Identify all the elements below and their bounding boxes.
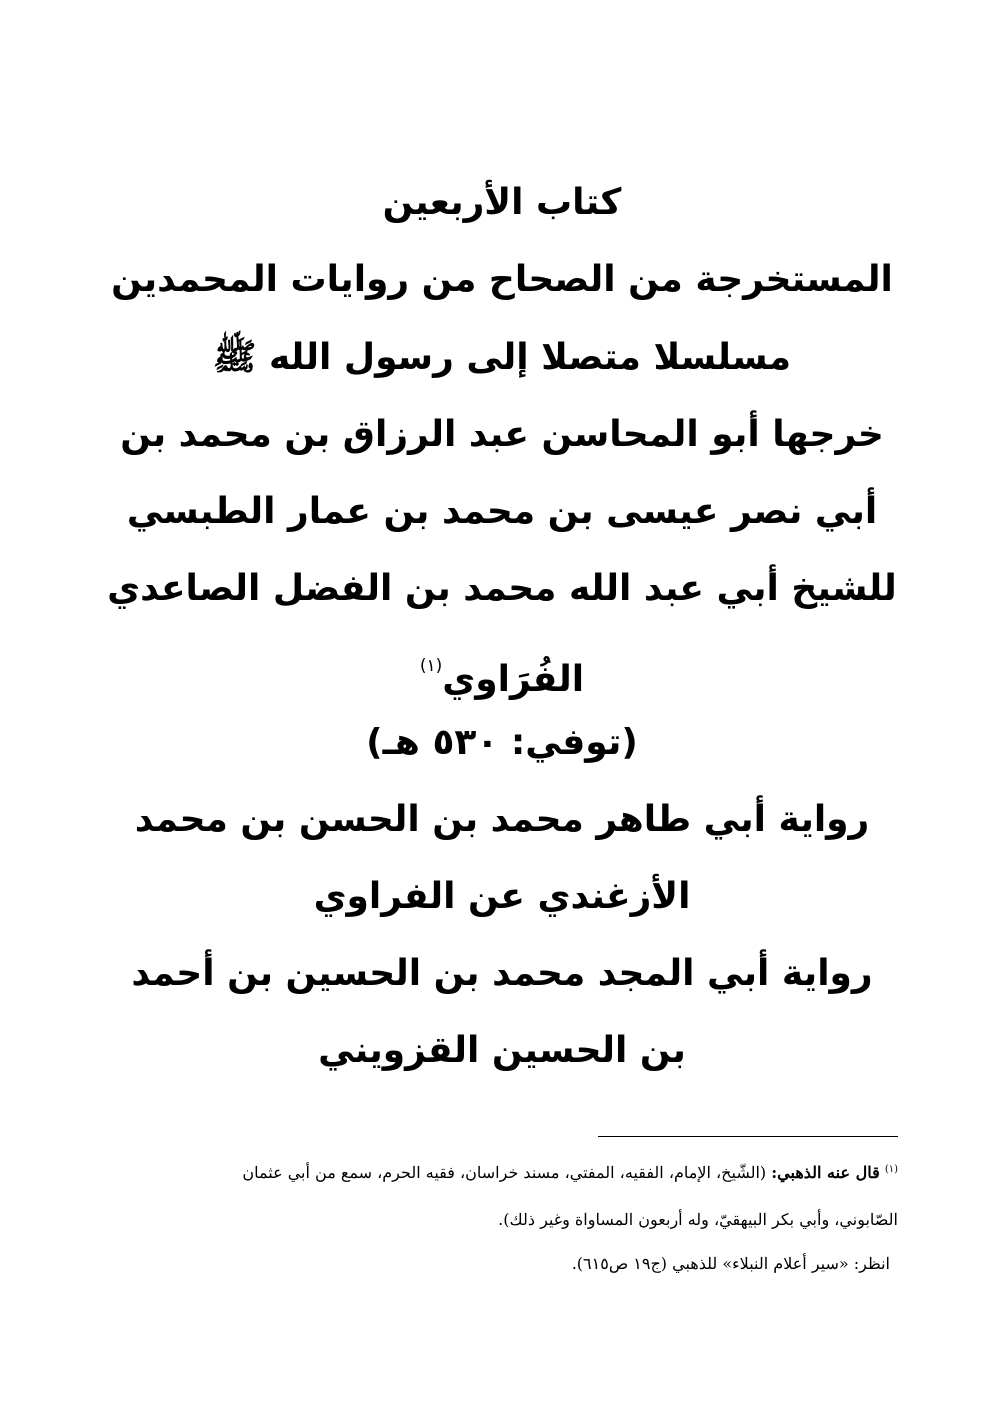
footnote-text-1: (الشّيخ، الإمام، الفقيه، المفتي، مسند خراسان، فقيه الحرم، سمع من أبي عثمان xyxy=(242,1163,767,1182)
death-date: (توفي: ٥٣٠ هـ) xyxy=(366,722,638,763)
footnote-line-1 xyxy=(108,1158,898,1185)
footnote-line-2: الصّابوني، وأبي بكر البيهقيّ، وله أربعون المساواة وغير ذلك). xyxy=(498,1210,898,1229)
footnote-reference[interactable]: (١) xyxy=(419,656,443,676)
footnote-divider xyxy=(598,1136,898,1137)
chain-line: مسلسلا متصلا إلى رسول الله ﷺ xyxy=(212,337,792,378)
author-name-line xyxy=(90,641,914,705)
narration-line-1: رواية أبي طاهر محمد بن الحسن بن محمد xyxy=(134,799,870,840)
narration-line-3: رواية أبي المجد محمد بن الحسين بن أحمد xyxy=(131,953,873,994)
narration-line-2: الأزغندي عن الفراوي xyxy=(313,876,691,917)
compiler-line-1: خرجها أبو المحاسن عبد الرزاق بن محمد بن xyxy=(120,414,884,455)
book-title: كتاب الأربعين xyxy=(382,182,622,223)
footnote-line-3: انظر: «سير أعلام النبلاء» للذهبي (ج١٩ ص٦١٥). xyxy=(571,1254,890,1273)
author-name: الفُرَاوي xyxy=(442,659,585,700)
narration-line-4: بن الحسين القزويني xyxy=(318,1030,686,1071)
footnote-mark: (١) xyxy=(884,1164,898,1175)
book-subtitle: المستخرجة من الصحاح من روايات المحمدين xyxy=(111,259,893,300)
compiler-line-2: أبي نصر عيسى بن محمد بن عمار الطبسي xyxy=(126,491,878,532)
sheikh-line: للشيخ أبي عبد الله محمد بن الفضل الصاعدي xyxy=(107,568,897,609)
footnote-lead: قال عنه الذهبي: xyxy=(771,1163,880,1182)
